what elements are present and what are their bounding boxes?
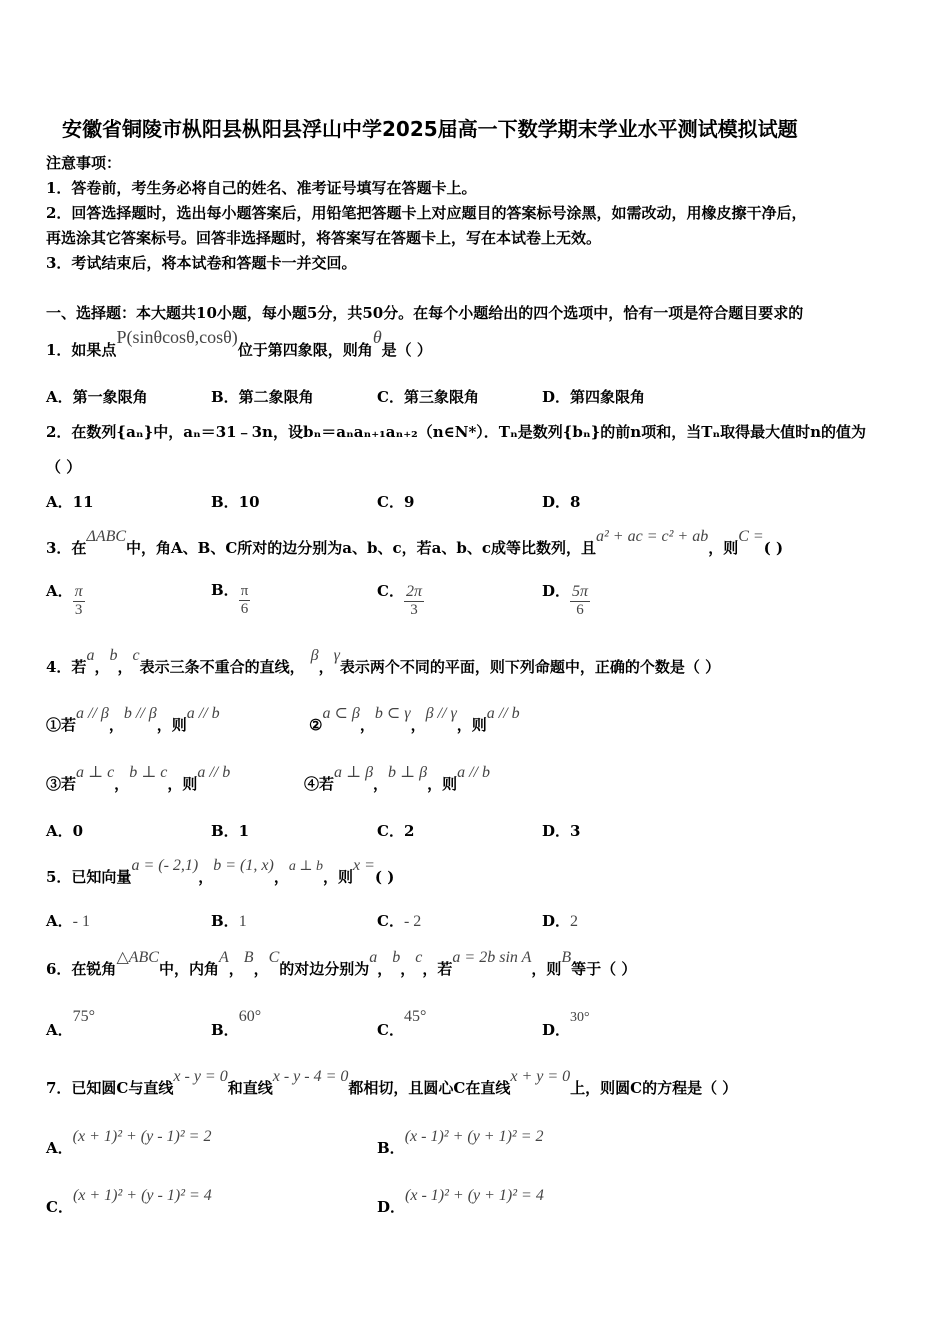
q7-mid2: 都相切，且圆心C在直线 (348, 1079, 511, 1097)
q2-option-a: A．11 (46, 493, 94, 511)
q2-option-c: C．9 (377, 493, 415, 511)
q6-side-b: b (392, 949, 401, 966)
question-5 (46, 854, 395, 886)
q4-statement-1 (46, 702, 220, 734)
q2-option-d: D．8 (542, 493, 581, 511)
q3-prefix: 3．在 (46, 539, 87, 557)
q4-s3-m2: b ⊥ c (129, 764, 168, 781)
q5-option-d (542, 910, 578, 931)
q3-triangle: ΔABC (86, 528, 127, 545)
notice-heading: 注意事项： (46, 154, 122, 172)
q1-math: P(sinθcosθ,cosθ) (116, 327, 238, 347)
q7-line-1: x - y = 0 (173, 1068, 228, 1085)
q3-a-label: A． (46, 581, 73, 600)
q3-c: C = (738, 528, 764, 545)
q6-prefix: 6．在锐角 (46, 960, 117, 978)
q1-option-b: B．第二象限角 (211, 388, 314, 406)
q4-s4-comma: ， (373, 775, 389, 793)
q4-s2-m2: b ⊂ γ (374, 705, 411, 722)
q5-option-a (46, 910, 90, 931)
q5-option-b (211, 910, 247, 931)
q6-angle-a: A (218, 949, 229, 966)
q4-s1-m3: a // b (186, 705, 220, 722)
q1-prefix: 1．如果点 (46, 341, 117, 359)
q1-end: 是（ ） (381, 341, 432, 359)
question-2: 2．在数列{aₙ}中，aₙ＝31﹣3n，设bₙ＝aₙaₙ₊₁aₙ₊₂（n∈N*）．Tₙ是数列{bₙ}的前n项和，当Tₙ取得最大值时n的值为 (46, 423, 867, 441)
question-6 (46, 946, 637, 978)
q3-equation: a² + ac = c² + ab (596, 528, 709, 545)
q4-s2-m3: β // γ (425, 705, 457, 722)
q6-d-label: D． (542, 1021, 571, 1039)
q6-triangle: △ABC (116, 949, 159, 966)
q7-line-3: x + y = 0 (510, 1068, 571, 1085)
q5-option-c (377, 910, 421, 931)
q5-c-value: - 2 (403, 913, 422, 930)
q6-then: ，则 (531, 960, 562, 978)
q4-option-d: D．3 (542, 822, 581, 840)
q6-option-b (211, 1005, 262, 1039)
q5-x: x = (353, 857, 375, 874)
question-4 (46, 644, 721, 676)
q4-s2-prefix: ② (309, 716, 323, 734)
q4-prefix: 4．若 (46, 658, 87, 676)
q5-a-value: - 1 (72, 913, 90, 930)
q5-d-label: D． (542, 912, 571, 930)
q1-option-d: D．第四象限角 (542, 388, 646, 406)
q1-theta: θ (372, 327, 382, 347)
q3-then: ，则 (708, 539, 739, 557)
q6-option-d (542, 1005, 590, 1039)
q5-d-value: 2 (570, 913, 579, 930)
q7-option-c (46, 1184, 212, 1216)
q7-mid: 和直线 (227, 1079, 273, 1097)
q4-s3-m1: a ⊥ c (76, 764, 115, 781)
q6-b-value: 60° (238, 1008, 262, 1025)
q6-c-label: C． (377, 1021, 404, 1039)
q5-b-label: B． (211, 912, 239, 930)
q4-s4-m3: a // b (457, 764, 490, 781)
q5-comma-1: ， (198, 868, 214, 886)
q6-angle-b: B (243, 949, 254, 966)
q3-option-b (211, 583, 250, 618)
q7-a-value: (x + 1)² + (y - 1)² = 2 (72, 1128, 212, 1145)
q4-b: b (109, 647, 118, 664)
q5-b-value: 1 (238, 913, 247, 930)
q6-comma-3: ， (377, 960, 393, 978)
q7-end: 上，则圆C的方程是（ ） (570, 1079, 738, 1097)
q6-a-value: 75° (72, 1008, 96, 1025)
q4-s2-m4: a // b (486, 705, 520, 722)
q5-then: ，则 (323, 868, 354, 886)
q3-option-a (46, 583, 85, 619)
q1-option-a: A．第一象限角 (46, 388, 148, 406)
q4-s3-prefix: ③若 (46, 775, 77, 793)
q4-s1-m1: a // β (76, 705, 109, 722)
q6-option-c (377, 1005, 427, 1039)
question-2-paren: （ ） (46, 458, 82, 476)
q6-option-a (46, 1005, 96, 1039)
q4-comma-3: ， (318, 658, 334, 676)
q5-perp: a ⊥ b (288, 859, 323, 874)
q4-c: c (132, 647, 140, 664)
q4-s1-m2: b // β (123, 705, 157, 722)
notice-item-1: 1．答卷前，考生务必将自己的姓名、准考证号填写在答题卡上。 (46, 179, 477, 197)
q4-comma-2: ， (117, 658, 133, 676)
q7-b-label: B． (377, 1139, 405, 1157)
q4-s2-comma-2: ， (410, 716, 426, 734)
q4-gamma: γ (333, 647, 340, 664)
q7-prefix: 7．已知圆C与直线 (46, 1079, 174, 1097)
q4-s4-prefix: ④若 (304, 775, 335, 793)
q5-a-label: A． (46, 912, 73, 930)
q7-a-label: A． (46, 1139, 73, 1157)
q5-c-label: C． (377, 912, 404, 930)
q6-equation: a = 2b sin A (452, 949, 532, 966)
q6-side-a: a (369, 949, 378, 966)
q5-comma-2: ， (273, 868, 289, 886)
q6-comma-1: ， (228, 960, 244, 978)
q6-end: 等于（ ） (571, 960, 637, 978)
q3-d-fraction: $\frac{5\pi}{6}$ (572, 583, 589, 618)
q6-b-var: B (561, 949, 572, 966)
q4-statement-2 (309, 702, 520, 734)
q4-statement-4 (304, 761, 490, 793)
page-title: 安徽省铜陵市枞阳县枞阳县浮山中学2025届高一下数学期末学业水平测试模拟试题 (62, 117, 798, 141)
q3-option-d (542, 583, 590, 619)
q6-c-value: 45° (403, 1008, 427, 1025)
question-1 (46, 327, 432, 359)
q3-c-fraction: $\frac{2\pi}{3}$ (405, 583, 422, 618)
q6-comma-4: ， (400, 960, 416, 978)
q7-b-value: (x - 1)² + (y + 1)² = 2 (404, 1128, 544, 1145)
q7-line-2: x - y - 4 = 0 (272, 1068, 349, 1085)
q7-option-d (377, 1184, 544, 1216)
q5-prefix: 5．已知向量 (46, 868, 132, 886)
q4-s4-m2: b ⊥ β (388, 764, 428, 781)
q1-post: 位于第四象限，则角 (237, 341, 373, 359)
q3-mid: 中，角A、B、C所对的边分别为a、b、c，若a、b、c成等比数列，且 (126, 539, 596, 557)
q7-option-a (46, 1125, 212, 1157)
q3-c-label: C． (377, 581, 404, 600)
q4-s1-prefix: ①若 (46, 716, 77, 734)
q3-end: ( ) (763, 539, 784, 557)
q6-d-value: 30° (570, 1010, 590, 1025)
q5-vector-b: b = (1, x) (213, 857, 274, 874)
q3-b-fraction: $\frac{\pi}{6}$ (240, 583, 249, 617)
q4-option-a: A．0 (46, 822, 84, 840)
q1-option-c: C．第三象限角 (377, 388, 479, 406)
q4-option-c: C．2 (377, 822, 415, 840)
question-7 (46, 1065, 738, 1097)
q3-a-fraction: $\frac{\pi}{3}$ (74, 583, 83, 618)
q4-beta: β (310, 647, 319, 664)
q6-side-c: c (415, 949, 423, 966)
q7-d-label: D． (377, 1198, 406, 1216)
notice-item-2: 2．回答选择题时，选出每小题答案后，用铅笔把答题卡上对应题目的答案标号涂黑，如需改动，用橡皮擦干净后， (46, 204, 807, 222)
q3-option-c (377, 583, 424, 619)
q4-mid: 表示三条不重合的直线， (139, 658, 305, 676)
q6-mid2: 的对边分别为 (279, 960, 370, 978)
q4-s4-m1: a ⊥ β (334, 764, 374, 781)
q4-s2-then: ，则 (456, 716, 487, 734)
q2-option-b: B．10 (211, 493, 260, 511)
q3-d-label: D． (542, 581, 571, 600)
q4-statement-3 (46, 761, 231, 793)
q4-s3-then: ，则 (167, 775, 198, 793)
q5-end: ( ) (374, 868, 395, 886)
q4-s1-comma: ， (108, 716, 124, 734)
q4-s2-comma-1: ， (359, 716, 375, 734)
q4-s4-then: ，则 (427, 775, 458, 793)
q4-post: 表示两个不同的平面，则下列命题中，正确的个数是（ ） (339, 658, 721, 676)
q4-s1-then: ，则 (156, 716, 187, 734)
q4-s3-m3: a // b (197, 764, 231, 781)
q7-option-b (377, 1125, 544, 1157)
q6-angle-c: C (268, 949, 280, 966)
q6-if: ，若 (422, 960, 453, 978)
q7-c-value: (x + 1)² + (y - 1)² = 4 (72, 1187, 212, 1204)
q7-d-value: (x - 1)² + (y + 1)² = 4 (405, 1187, 544, 1204)
q4-a: a (86, 647, 95, 664)
question-3 (46, 525, 784, 557)
q3-b-label: B． (211, 581, 239, 599)
q7-c-label: C． (46, 1198, 73, 1216)
q5-vector-a: a = (- 2,1) (131, 857, 199, 874)
q6-comma-2: ， (253, 960, 269, 978)
section-heading: 一、选择题：本大题共10小题，每小题5分，共50分。在每个小题给出的四个选项中，恰有一项是符合题目要求的 (46, 304, 804, 322)
q4-comma-1: ， (94, 658, 110, 676)
q4-option-b: B．1 (211, 822, 250, 840)
q6-b-label: B． (211, 1021, 239, 1039)
notice-item-2-cont: 再选涂其它答案标号。回答非选择题时，将答案写在答题卡上，写在本试卷上无效。 (46, 229, 602, 247)
q4-s3-comma: ， (114, 775, 130, 793)
q6-mid: 中，内角 (158, 960, 219, 978)
notice-item-3: 3．考试结束后，将本试卷和答题卡一并交回。 (46, 254, 357, 272)
q4-s2-m1: a ⊂ β (322, 705, 360, 722)
q6-a-label: A． (46, 1021, 73, 1039)
